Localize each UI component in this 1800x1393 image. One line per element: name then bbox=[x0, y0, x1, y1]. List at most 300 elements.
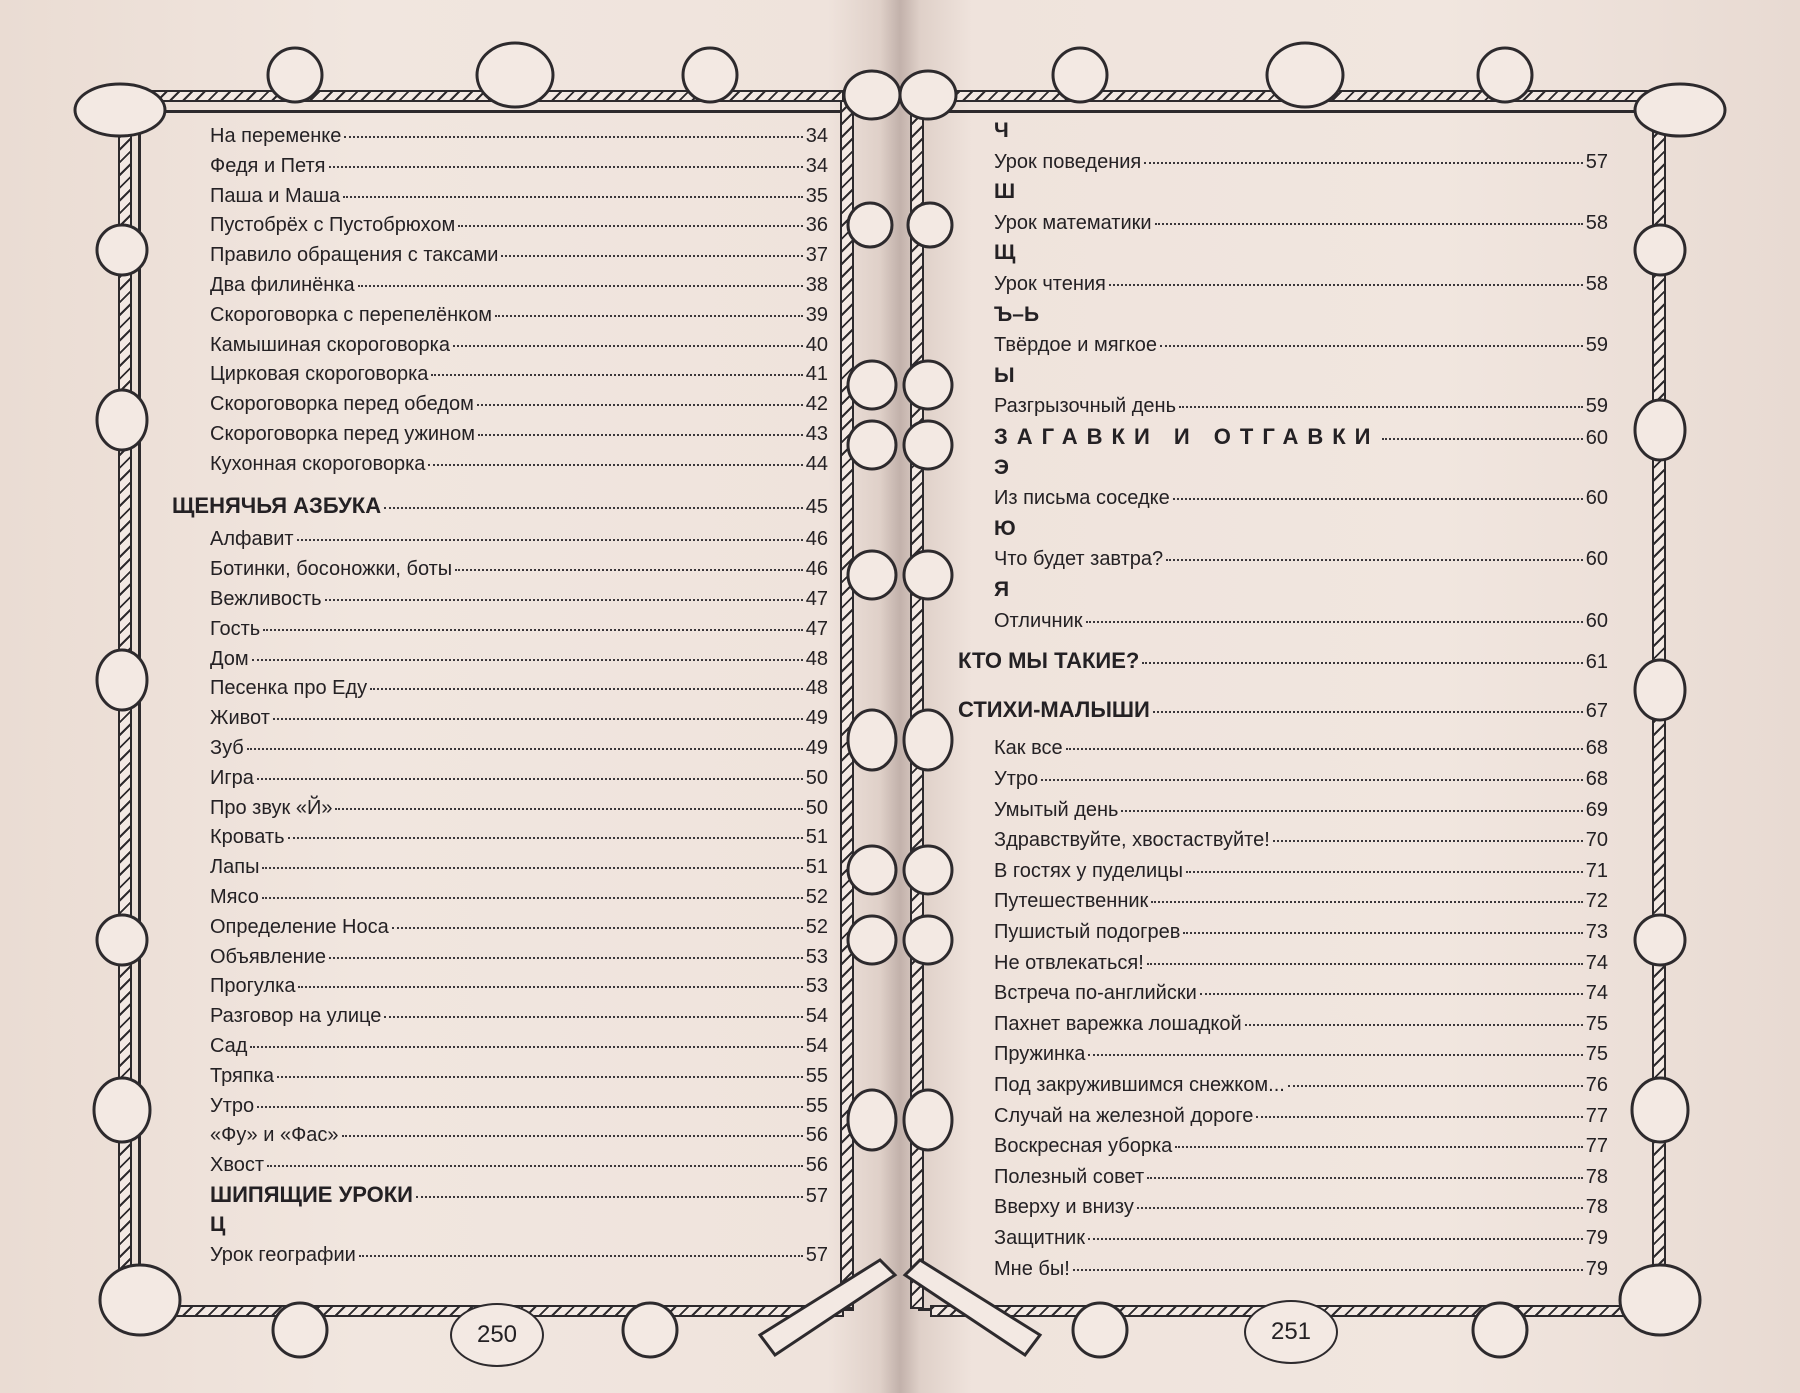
toc-entry-page: 69 bbox=[1585, 798, 1608, 821]
toc-letter-heading: Э bbox=[994, 455, 1009, 479]
ball-icon bbox=[1473, 1303, 1527, 1357]
toc-entry-title: Мясо bbox=[210, 886, 259, 908]
dot-leader bbox=[257, 1106, 803, 1108]
toc-entry-page: 46 bbox=[805, 528, 828, 551]
cupcake-icon bbox=[904, 710, 952, 770]
toc-entry[interactable] bbox=[210, 944, 828, 970]
toc-entry-page: 72 bbox=[1585, 890, 1608, 913]
toc-entry[interactable] bbox=[994, 1041, 1608, 1067]
dot-leader bbox=[384, 1016, 802, 1018]
toc-entry[interactable] bbox=[994, 1011, 1608, 1037]
toc-entry-page: 75 bbox=[1585, 1043, 1608, 1066]
toc-entry-page: 67 bbox=[1585, 699, 1608, 722]
toc-entry-page: 34 bbox=[805, 125, 828, 147]
dot-leader bbox=[1147, 1177, 1583, 1179]
balloon-icon bbox=[1267, 43, 1343, 107]
toc-entry-title: Скороговорка с перепелёнком bbox=[210, 303, 493, 326]
toc-letter-heading: Щ bbox=[994, 241, 1016, 265]
toc-entry-title: Пушистый подогрев bbox=[994, 921, 1181, 943]
toc-entry-page: 46 bbox=[805, 558, 828, 581]
toc-entry[interactable] bbox=[210, 1242, 828, 1268]
dot-leader bbox=[288, 837, 803, 839]
toc-letter-heading: Я bbox=[994, 578, 1010, 601]
balloon-icon bbox=[848, 1090, 896, 1150]
toc-entry-title: Отличник bbox=[994, 609, 1083, 632]
toc-entry[interactable] bbox=[210, 884, 828, 910]
dot-leader bbox=[1200, 993, 1583, 995]
toc-entry-title: Цирковая скороговорка bbox=[210, 363, 429, 386]
toc-entry[interactable] bbox=[994, 888, 1608, 914]
toc-section-entry[interactable] bbox=[210, 1182, 828, 1209]
toc-entry-page: 52 bbox=[805, 886, 828, 908]
toc-entry-title: Пахнет варежка лошадкой bbox=[994, 1012, 1242, 1035]
ball-icon bbox=[1478, 48, 1532, 102]
toc-entry-title: Прогулка bbox=[210, 975, 296, 998]
cake-icon bbox=[100, 1265, 180, 1335]
toc-entry-title: ЗАГАВКИ И ОТГАВКИ bbox=[994, 424, 1380, 449]
toc-section-entry[interactable] bbox=[958, 648, 1608, 675]
toc-entry-title: Защитник bbox=[994, 1227, 1085, 1249]
toc-entry-page: 53 bbox=[805, 975, 828, 998]
dot-leader bbox=[262, 867, 802, 869]
toc-entry-page: 79 bbox=[1585, 1257, 1608, 1280]
toc-entry[interactable] bbox=[210, 272, 828, 298]
toc-entry-page: 42 bbox=[805, 393, 828, 416]
toc-entry[interactable] bbox=[210, 212, 828, 238]
dot-leader bbox=[1066, 748, 1583, 750]
balloon-icon bbox=[97, 650, 147, 710]
toc-entry-title: Паша и Маша bbox=[210, 184, 341, 207]
toc-entry-page: 78 bbox=[1585, 1165, 1608, 1188]
dot-leader bbox=[1173, 498, 1583, 500]
toc-entry-title: Пружинка bbox=[994, 1043, 1086, 1066]
dot-leader bbox=[1166, 559, 1583, 561]
dot-leader bbox=[250, 1046, 802, 1048]
toc-entry[interactable] bbox=[994, 485, 1608, 511]
ball-icon bbox=[1053, 48, 1107, 102]
toc-entry-page: 76 bbox=[1585, 1074, 1608, 1096]
toc-entry[interactable] bbox=[210, 646, 828, 672]
dot-leader bbox=[252, 659, 803, 661]
toc-entry[interactable] bbox=[210, 153, 828, 179]
toc-entry[interactable] bbox=[994, 608, 1608, 634]
toc-letter-heading: Ц bbox=[210, 1212, 226, 1236]
toc-entry[interactable] bbox=[994, 546, 1608, 572]
balloon-icon bbox=[904, 846, 952, 894]
toc-entry-title: Не отвлекаться! bbox=[994, 951, 1144, 974]
toc-entry-page: 70 bbox=[1585, 829, 1608, 852]
ball-icon bbox=[848, 203, 892, 247]
toc-entry-title: Что будет завтра? bbox=[994, 548, 1164, 571]
toc-entry-page: 60 bbox=[1585, 548, 1608, 571]
toc-entry-title: Тряпка bbox=[210, 1064, 274, 1087]
toc-entry-page: 41 bbox=[805, 363, 828, 386]
toc-entry-title: Путешественник bbox=[994, 890, 1149, 913]
toc-entry-page: 36 bbox=[805, 214, 828, 237]
dot-leader bbox=[325, 599, 803, 601]
toc-letter-heading: Ш bbox=[994, 180, 1016, 204]
toc-entry[interactable] bbox=[210, 735, 828, 761]
toc-entry-page: 43 bbox=[805, 423, 828, 445]
toc-entry-title: Сад bbox=[210, 1035, 248, 1057]
toc-entry[interactable] bbox=[210, 302, 828, 328]
toc-entry[interactable] bbox=[210, 824, 828, 850]
dot-leader bbox=[1153, 711, 1583, 713]
balloon-icon bbox=[848, 361, 896, 409]
toc-entry-title: На переменке bbox=[210, 125, 342, 147]
dot-leader bbox=[343, 196, 803, 198]
balloon-icon bbox=[904, 1090, 952, 1150]
dot-leader bbox=[1088, 1054, 1582, 1056]
toc-entry-page: 49 bbox=[805, 737, 828, 759]
toc-letter-heading: Ы bbox=[994, 363, 1015, 387]
dot-leader bbox=[297, 539, 803, 541]
heart-balloon-icon bbox=[1632, 1078, 1688, 1142]
toc-entry-page: 79 bbox=[1585, 1227, 1608, 1249]
toc-entry[interactable] bbox=[210, 332, 828, 358]
toc-entry-title: КТО МЫ ТАКИЕ? bbox=[958, 648, 1140, 674]
toc-letter-heading: Ю bbox=[994, 516, 1016, 540]
toc-entry-title: Как все bbox=[994, 737, 1063, 760]
balloon-icon bbox=[904, 916, 952, 964]
dot-leader bbox=[1256, 1116, 1582, 1118]
dot-leader bbox=[1245, 1024, 1583, 1026]
toc-entry-page: 51 bbox=[805, 856, 828, 879]
toc-entry-title: Лапы bbox=[210, 856, 260, 879]
toc-entry-title: ЩЕНЯЧЬЯ АЗБУКА bbox=[172, 492, 382, 518]
toc-entry-page: 37 bbox=[805, 244, 828, 267]
toc-entry[interactable] bbox=[994, 919, 1608, 945]
toc-entry[interactable] bbox=[210, 705, 828, 731]
toc-entry[interactable] bbox=[210, 556, 828, 582]
toc-entry-title: Хвост bbox=[210, 1154, 265, 1177]
dot-leader bbox=[277, 1076, 803, 1078]
toc-entry-page: 39 bbox=[805, 303, 828, 326]
toc-entry-page: 60 bbox=[1585, 487, 1608, 510]
toc-entry[interactable] bbox=[210, 451, 828, 477]
heart-balloon-icon bbox=[900, 71, 956, 119]
dot-leader bbox=[273, 718, 803, 720]
toc-entry-title: ШИПЯЩИЕ УРОКИ bbox=[210, 1182, 413, 1207]
toc-entry[interactable] bbox=[994, 766, 1608, 792]
dot-leader bbox=[1041, 779, 1583, 781]
toc-entry-page: 38 bbox=[805, 274, 828, 296]
toc-entry-page: 49 bbox=[805, 707, 828, 730]
page-number-left: 250 bbox=[450, 1303, 544, 1367]
toc-entry-page: 56 bbox=[805, 1124, 828, 1147]
toc-entry-title: Воскресная уборка bbox=[994, 1135, 1173, 1158]
toc-entry[interactable] bbox=[210, 616, 828, 642]
ball-icon bbox=[97, 915, 147, 965]
toc-entry[interactable] bbox=[994, 980, 1608, 1006]
dot-leader bbox=[1273, 840, 1583, 842]
toc-entry-page: 40 bbox=[805, 333, 828, 356]
balloon-icon bbox=[848, 551, 896, 599]
toc-entry-page: 74 bbox=[1585, 982, 1608, 1005]
dot-leader bbox=[501, 255, 802, 257]
toc-entry-title: Кровать bbox=[210, 826, 285, 849]
toc-entry-title: Кухонная скороговорка bbox=[210, 452, 426, 475]
dot-leader bbox=[370, 688, 803, 690]
toc-entry-title: Умытый день bbox=[994, 798, 1119, 821]
toc-letter-heading: Ъ–Ь bbox=[994, 302, 1040, 326]
ball-icon bbox=[1635, 915, 1685, 965]
toc-entry[interactable] bbox=[994, 271, 1608, 297]
dot-leader bbox=[342, 1135, 803, 1137]
dot-leader bbox=[1142, 662, 1582, 664]
toc-entry-title: Урок географии bbox=[210, 1243, 356, 1266]
toc-entry-title: Песенка про Еду bbox=[210, 677, 368, 700]
toc-entry-page: 77 bbox=[1585, 1104, 1608, 1127]
toc-entry-page: 44 bbox=[805, 452, 828, 475]
toc-entry[interactable] bbox=[994, 1194, 1608, 1220]
toc-entry-title: Правило обращения с таксами bbox=[210, 244, 499, 267]
toc-entry-page: 55 bbox=[805, 1064, 828, 1087]
toc-entry-page: 68 bbox=[1585, 737, 1608, 760]
dot-leader bbox=[298, 986, 802, 988]
ball-icon bbox=[623, 1303, 677, 1357]
toc-entry-page: 52 bbox=[805, 915, 828, 938]
toc-entry-page: 58 bbox=[1585, 273, 1608, 295]
toc-entry-title: Урок поведения bbox=[994, 150, 1142, 173]
toc-entry-title: Под закружившимся снежком... bbox=[994, 1074, 1285, 1096]
toc-entry-title: Полезный совет bbox=[994, 1165, 1145, 1188]
toc-entry[interactable] bbox=[994, 393, 1608, 419]
ball-icon bbox=[908, 203, 952, 247]
toc-entry[interactable] bbox=[994, 797, 1608, 823]
toc-entry[interactable] bbox=[210, 1152, 828, 1178]
toc-entry[interactable] bbox=[210, 183, 828, 209]
toc-entry-title: Дом bbox=[210, 647, 249, 670]
toc-entry-page: 60 bbox=[1585, 427, 1608, 449]
balloon-icon bbox=[848, 916, 896, 964]
toc-entry[interactable] bbox=[210, 1122, 828, 1148]
toc-entry[interactable] bbox=[994, 332, 1608, 358]
toc-entry[interactable] bbox=[994, 210, 1608, 236]
toc-entry[interactable] bbox=[210, 1033, 828, 1059]
dot-leader bbox=[458, 225, 803, 227]
toc-letter-heading: Ч bbox=[994, 119, 1009, 142]
toc-entry[interactable] bbox=[994, 149, 1608, 175]
toc-entry[interactable] bbox=[994, 1256, 1608, 1282]
toc-entry-title: Гость bbox=[210, 617, 261, 640]
palette-icon bbox=[75, 84, 165, 136]
toc-entry-page: 60 bbox=[1585, 609, 1608, 632]
dot-leader bbox=[1073, 1269, 1583, 1271]
toc-entry-page: 50 bbox=[805, 766, 828, 789]
toc-entry-page: 59 bbox=[1585, 334, 1608, 357]
toc-entry-page: 47 bbox=[805, 617, 828, 640]
dot-leader bbox=[263, 629, 803, 631]
dot-leader bbox=[344, 136, 802, 138]
toc-entry-page: 56 bbox=[805, 1154, 828, 1177]
toc-entry[interactable] bbox=[210, 914, 828, 940]
toc-entry-title: Ботинки, босоножки, боты bbox=[210, 558, 453, 581]
toc-entry[interactable] bbox=[210, 854, 828, 880]
toc-entry[interactable] bbox=[210, 586, 828, 612]
toc-entry[interactable] bbox=[994, 1103, 1608, 1129]
ball-icon bbox=[97, 225, 147, 275]
balloon-icon bbox=[904, 361, 952, 409]
toc-entry-title: Урок математики bbox=[994, 211, 1152, 234]
toc-entry-title: СТИХИ-МАЛЫШИ bbox=[958, 696, 1150, 722]
toc-entry-page: 45 bbox=[805, 495, 828, 518]
toc-entry[interactable] bbox=[210, 526, 828, 552]
page-number-right: 251 bbox=[1244, 1300, 1338, 1364]
toc-entry-title: Случай на железной дороге bbox=[994, 1104, 1254, 1127]
dot-leader bbox=[1144, 162, 1583, 164]
toc-entry[interactable] bbox=[210, 973, 828, 999]
palette-icon bbox=[1635, 84, 1725, 136]
cupcake-icon bbox=[848, 710, 896, 770]
toc-entry-title: Из письма соседке bbox=[994, 487, 1170, 510]
toc-entry-page: 34 bbox=[805, 154, 828, 177]
toc-entry-title: Пустобрёх с Пустобрюхом bbox=[210, 214, 456, 237]
toc-entry-title: Твёрдое и мягкое bbox=[994, 334, 1158, 357]
balloon-icon bbox=[1635, 660, 1685, 720]
toc-entry-title: Зуб bbox=[210, 737, 244, 759]
toc-entry-page: 78 bbox=[1585, 1196, 1608, 1219]
toc-entry[interactable] bbox=[994, 1133, 1608, 1159]
toc-entry-title: Два филинёнка bbox=[210, 274, 355, 296]
balloon-icon bbox=[904, 421, 952, 469]
toc-entry[interactable] bbox=[210, 361, 828, 387]
toc-section-entry[interactable] bbox=[994, 424, 1608, 451]
toc-entry[interactable] bbox=[210, 765, 828, 791]
dot-leader bbox=[1121, 810, 1582, 812]
toc-entry-title: Скороговорка перед обедом bbox=[210, 393, 474, 416]
dot-leader bbox=[455, 569, 803, 571]
toc-entry-title: Камышиная скороговорка bbox=[210, 333, 450, 356]
toc-section-entry[interactable] bbox=[958, 697, 1608, 724]
toc-entry-page: 57 bbox=[805, 1185, 828, 1207]
toc-entry-title: Определение Носа bbox=[210, 915, 389, 938]
toc-entry[interactable] bbox=[210, 421, 828, 447]
toc-entry-page: 57 bbox=[1585, 150, 1608, 173]
dot-leader bbox=[267, 1165, 803, 1167]
ball-icon bbox=[1073, 1303, 1127, 1357]
toc-entry-title: Вверху и внизу bbox=[994, 1196, 1134, 1219]
toc-entry-page: 54 bbox=[805, 1005, 828, 1028]
dot-leader bbox=[453, 345, 803, 347]
dot-leader bbox=[329, 166, 803, 168]
dot-leader bbox=[431, 374, 802, 376]
ball-icon bbox=[1635, 225, 1685, 275]
toc-entry-title: Игра bbox=[210, 766, 254, 789]
toc-entry-page: 59 bbox=[1585, 395, 1608, 418]
dot-leader bbox=[495, 315, 803, 317]
toc-entry-page: 51 bbox=[805, 826, 828, 849]
toc-entry[interactable] bbox=[994, 827, 1608, 853]
toc-entry-title: «Фу» и «Фас» bbox=[210, 1124, 339, 1147]
dot-leader bbox=[335, 808, 802, 810]
toc-entry-title: Утро bbox=[994, 768, 1039, 790]
toc-entry[interactable] bbox=[210, 1003, 828, 1029]
ruler-icon bbox=[760, 1260, 895, 1355]
toc-entry[interactable] bbox=[210, 242, 828, 268]
dot-leader bbox=[384, 507, 803, 509]
toc-entry-page: 58 bbox=[1585, 211, 1608, 234]
toc-entry[interactable] bbox=[994, 1164, 1608, 1190]
ball-icon bbox=[268, 48, 322, 102]
dot-leader bbox=[257, 778, 803, 780]
toc-entry-page: 73 bbox=[1585, 921, 1608, 943]
toc-entry[interactable] bbox=[210, 675, 828, 701]
toc-entry-page: 55 bbox=[805, 1094, 828, 1117]
balloon-icon bbox=[97, 390, 147, 450]
toc-entry-page: 74 bbox=[1585, 951, 1608, 974]
toc-entry-page: 71 bbox=[1585, 859, 1608, 882]
toc-entry[interactable] bbox=[210, 1093, 828, 1119]
ball-icon bbox=[273, 1303, 327, 1357]
toc-entry[interactable] bbox=[210, 391, 828, 417]
dot-leader bbox=[1186, 871, 1583, 873]
toc-section-entry[interactable] bbox=[172, 493, 828, 520]
balloon-icon bbox=[848, 421, 896, 469]
toc-entry[interactable] bbox=[994, 950, 1608, 976]
toc-entry-page: 77 bbox=[1585, 1135, 1608, 1158]
dot-leader bbox=[1175, 1146, 1582, 1148]
dot-leader bbox=[1155, 223, 1583, 225]
toc-entry-page: 53 bbox=[805, 945, 828, 968]
toc-entry-page: 57 bbox=[805, 1243, 828, 1266]
cake-icon bbox=[1620, 1265, 1700, 1335]
dot-leader bbox=[477, 404, 803, 406]
toc-entry-page: 68 bbox=[1585, 768, 1608, 790]
toc-entry[interactable] bbox=[210, 123, 828, 149]
dot-leader bbox=[428, 464, 802, 466]
toc-entry-page: 50 bbox=[805, 796, 828, 819]
toc-entry-title: Про звук «Й» bbox=[210, 796, 333, 819]
toc-entry-title: Здравствуйте, хвостаствуйте! bbox=[994, 829, 1270, 852]
dot-leader bbox=[1179, 406, 1583, 408]
toc-entry-title: Мне бы! bbox=[994, 1257, 1070, 1280]
toc-entry-page: 47 bbox=[805, 588, 828, 610]
toc-entry-title: Алфавит bbox=[210, 528, 294, 551]
toc-entry-page: 61 bbox=[1585, 651, 1608, 674]
toc-entry-title: Вежливость bbox=[210, 588, 322, 610]
heart-balloon-icon bbox=[94, 1078, 150, 1142]
dot-leader bbox=[1151, 901, 1582, 903]
dot-leader bbox=[1137, 1207, 1583, 1209]
dot-leader bbox=[1086, 621, 1583, 623]
dot-leader bbox=[247, 748, 803, 750]
dot-leader bbox=[1288, 1085, 1583, 1087]
dot-leader bbox=[1088, 1238, 1583, 1240]
toc-entry[interactable] bbox=[994, 735, 1608, 761]
dot-leader bbox=[1382, 438, 1582, 440]
toc-entry[interactable] bbox=[994, 1225, 1608, 1251]
toc-entry[interactable] bbox=[994, 858, 1608, 884]
dot-leader bbox=[1147, 963, 1583, 965]
dot-leader bbox=[1160, 345, 1583, 347]
toc-entry[interactable] bbox=[210, 1063, 828, 1089]
balloon-icon bbox=[904, 551, 952, 599]
dot-leader bbox=[329, 957, 803, 959]
heart-balloon-icon bbox=[844, 71, 900, 119]
toc-entry-page: 48 bbox=[805, 647, 828, 670]
toc-entry[interactable] bbox=[210, 795, 828, 821]
toc-entry-page: 35 bbox=[805, 184, 828, 207]
toc-entry[interactable] bbox=[994, 1072, 1608, 1098]
toc-entry-title: Урок чтения bbox=[994, 273, 1106, 295]
toc-entry-page: 54 bbox=[805, 1035, 828, 1057]
toc-entry-title: Встреча по-английски bbox=[994, 982, 1197, 1005]
toc-entry-title: Разгрызочный день bbox=[994, 395, 1176, 418]
toc-entry-title: Объявление bbox=[210, 945, 326, 968]
toc-entry-page: 48 bbox=[805, 677, 828, 700]
dot-leader bbox=[392, 927, 803, 929]
